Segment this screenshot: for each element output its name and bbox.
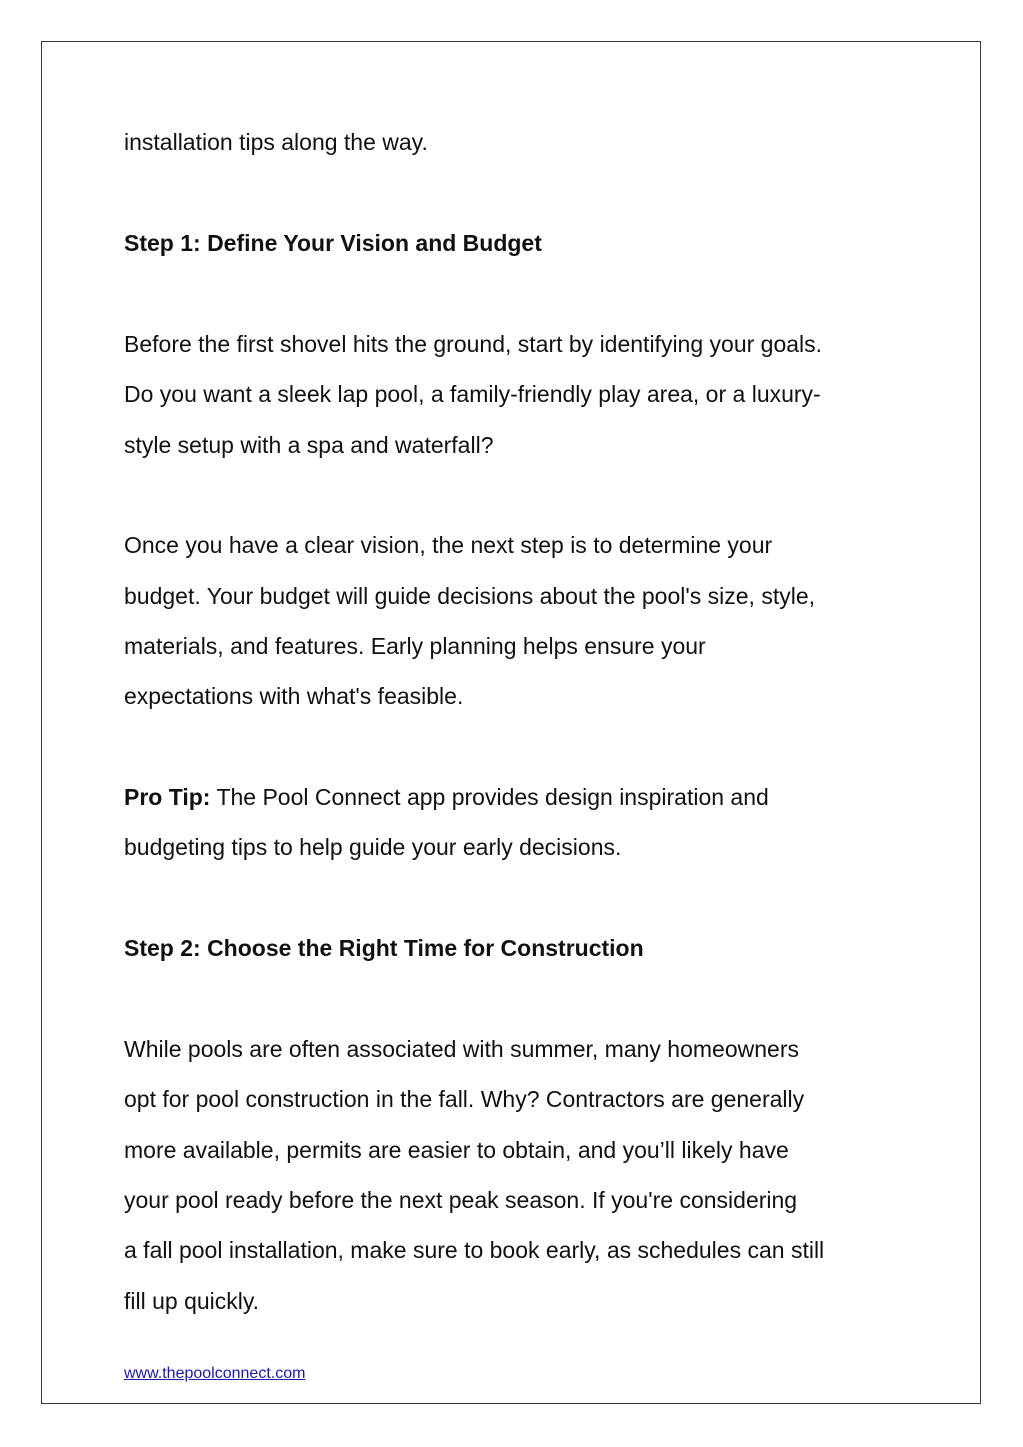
- body-text-line: a fall pool installation, make sure to book early, as schedules can still: [124, 1237, 825, 1263]
- body-text-line: style setup with a spa and waterfall?: [124, 432, 494, 458]
- body-text-line: expectations with what's feasible.: [124, 683, 464, 709]
- body-text-line: opt for pool construction in the fall. Why? Contractors are generally: [124, 1086, 805, 1112]
- body-text-line: Do you want a sleek lap pool, a family-friendly play area, or a luxury-: [124, 381, 821, 407]
- body-text-line: Once you have a clear vision, the next step is to determine your: [124, 532, 773, 558]
- step-1-heading: Step 1: Define Your Vision and Budget: [124, 230, 542, 256]
- body-text-line: fill up quickly.: [124, 1288, 260, 1314]
- body-text-line: more available, permits are easier to obtain, and you’ll likely have: [124, 1137, 789, 1163]
- step-2-heading: Step 2: Choose the Right Time for Construction: [124, 935, 644, 961]
- pro-tip-line: [124, 782, 769, 812]
- website-link[interactable]: www.thepoolconnect.com: [124, 1365, 306, 1382]
- body-text-line: materials, and features. Early planning helps ensure your: [124, 633, 706, 659]
- body-text-line: Before the first shovel hits the ground, start by identifying your goals.: [124, 331, 823, 357]
- body-text-line: While pools are often associated with summer, many homeowners: [124, 1036, 799, 1062]
- pro-tip-text: The Pool Connect app provides design inspiration and: [210, 784, 769, 810]
- body-text-line: your pool ready before the next peak season. If you're considering: [124, 1187, 798, 1213]
- body-text-line: budget. Your budget will guide decisions about the pool's size, style,: [124, 583, 816, 609]
- body-text-line: budgeting tips to help guide your early decisions.: [124, 834, 622, 860]
- pro-tip-label: Pro Tip:: [124, 784, 211, 810]
- body-text-line: installation tips along the way.: [124, 129, 428, 155]
